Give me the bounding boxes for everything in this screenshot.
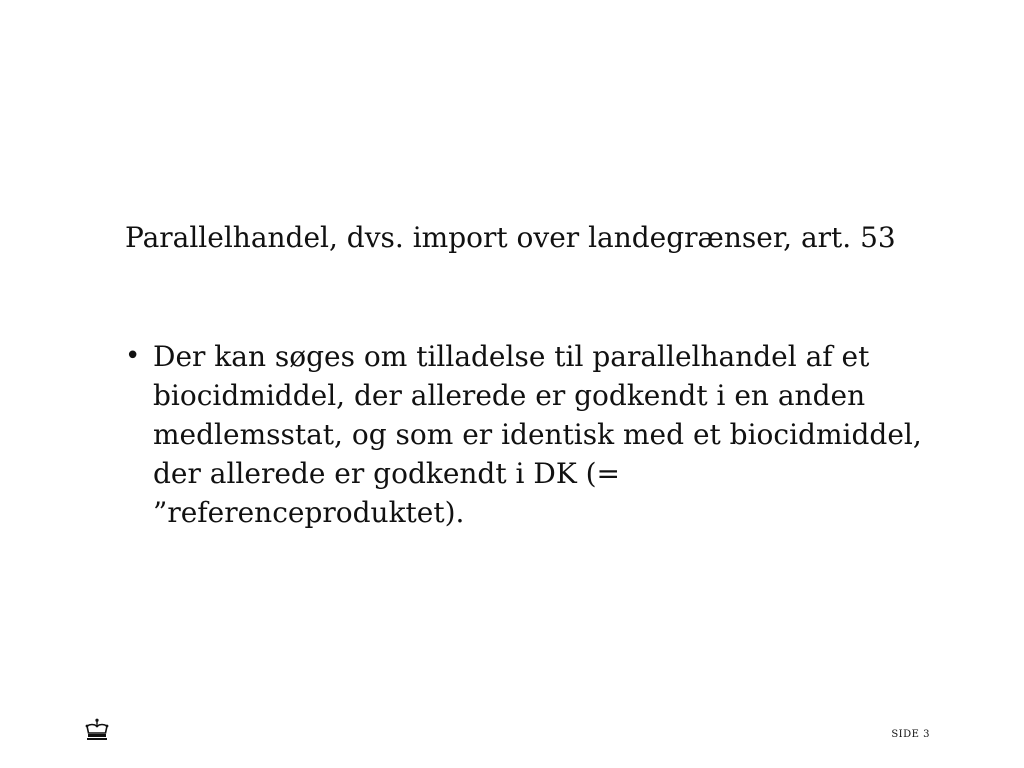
bullet-marker: •	[125, 341, 141, 371]
bullet-text: Der kan søges om tilladelse til parallelhandel af et biocidmiddel, der allerede er godkendt i en anden medlemsstat, og som er identisk med et biocidmiddel, der allerede er godkendt i DK (= ”referenceproduktet).	[153, 340, 922, 529]
bullet-list	[125, 337, 925, 532]
bullet-item	[125, 337, 925, 532]
crown-icon	[84, 718, 110, 742]
slide-heading: Parallelhandel, dvs. import over landegrænser, art. 53	[125, 221, 896, 254]
crown-logo-graphic	[84, 718, 110, 742]
page-number: SIDE 3	[891, 729, 930, 740]
